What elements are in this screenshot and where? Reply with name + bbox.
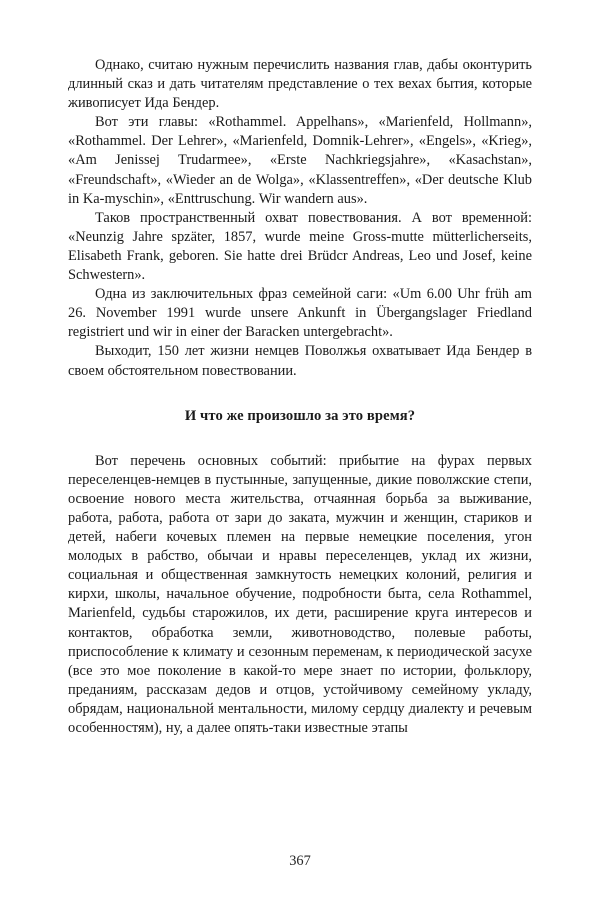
heading-spacer-bottom [68, 426, 532, 452]
page-number: 367 [289, 853, 311, 869]
text-column [68, 56, 532, 738]
paragraph-spatial-scope: Таков пространственный охват повествования. А вот временной: «Neunzig Jahre spzäter, 1857, wurde meine Gross-mutte mütterlicherseits, Elisabeth Frank, geboren. Sie hatte drei Brüdcr Andreas, Leo und Josef, keine Schwestern». [68, 209, 532, 284]
section-heading: И что же произошло за это время? [184, 407, 416, 424]
heading-spacer-top [68, 381, 532, 407]
paragraph-chapter-list: Вот эти главы: «Rothammel. Appelhans», «Marienfeld, Hollmann», «Rothammel. Der Lehrer», «Marienfeld, Domnik-Lehrer», «Engels», «Krieg», «Am Jenissej Trudarmee», «Erste Nachkriegsjahre», «Kasachstan», «Freundschaft», «Wieder an de Wolga», «Klassentreffen», «Der deutsche Klub in Ka-myschin», «Enttruschung. Wir wandern aus». [68, 114, 532, 207]
paragraph-chapter-intro: Однако, считаю нужным перечислить названия глав, дабы оконтурить длинный сказ и дать читателям представление о тех вехах бытия, которые живописует Ида Бендер. [68, 57, 532, 112]
paragraph-150-years: Выходит, 150 лет жизни немцев Поволжья охватывает Ида Бендер в своем обстоятельном повествовании. [68, 343, 532, 379]
paragraph-closing-phrase: Одна из заключительных фраз семейной саги: «Um 6.00 Uhr früh am 26. November 1991 wurde unsere Ankunft in Übergangslager Friedland registriert und wir in einer der Baracken untergebracht». [68, 286, 532, 341]
paragraph-events-list: Вот перечень основных событий: прибытие на фурах первых переселенцев-немцев в пустынные, запущенные, дикие поволжские степи, освоение нового места жительства, отчаянная борьба за выживание, работа, работа, работа от зари до заката, мужчин и женщин, стариков и детей, набеги кочевых племен на первые немецкие поселения, угон молодых в рабство, обычаи и нравы переселенцев, уклад их жизни, социальная и общественная замкнутость немецких колоний, религия и кирхи, школы, начальное обучение, подробности быта, села Rothammel, Marienfeld, судьбы старожилов, их дети, расширение круга интересов и контактов, обработка земли, животноводство, полевые работы, приспособление к климату и сезонным переменам, к периодической засухе (все это мое поколение в какой-то мере знает по истории, фольклору, преданиям, рассказам дедов и отцов, устойчивому семейному укладу, обрядам, национальной ментальности, милому сердцу диалекту и речевым особенностям), ну, а далее опять-таки известные этапы [68, 452, 532, 736]
